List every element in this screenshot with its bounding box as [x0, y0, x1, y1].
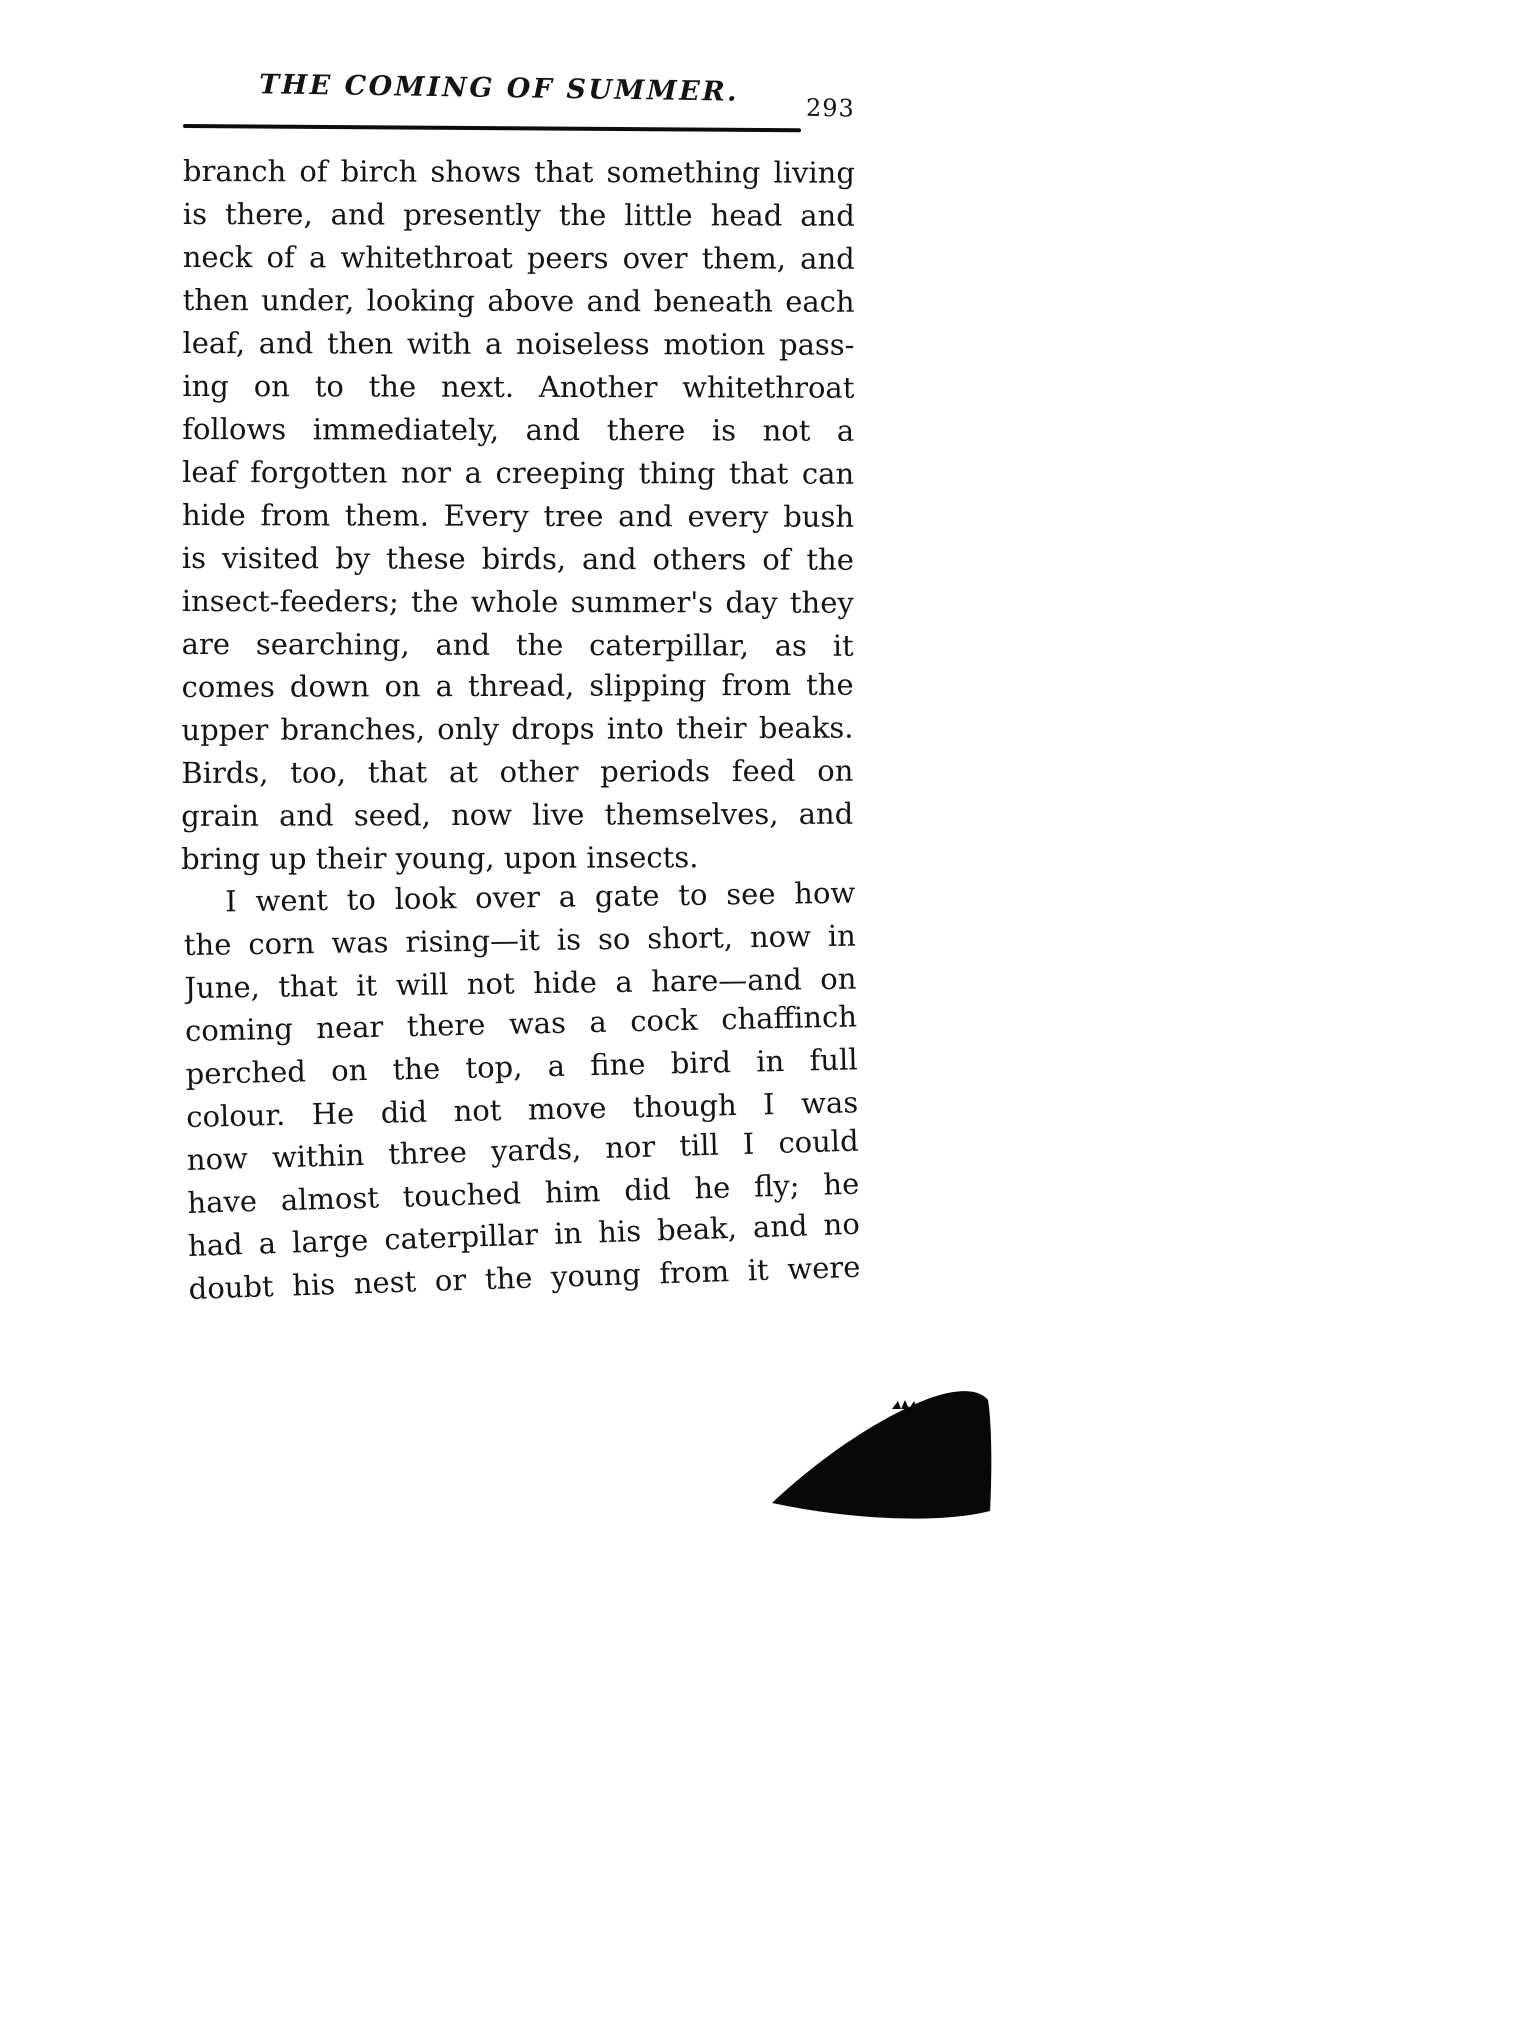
scan-ink-blot — [772, 1383, 994, 1525]
book-page — [181, 68, 861, 1311]
text-line: insect-feeders; the whole summer's day they — [181, 583, 854, 620]
text-line: follows immediately, and there is not a — [182, 411, 855, 448]
text-line: now within three yards, nor till I could — [186, 1123, 860, 1177]
text-line: then under, looking above and beneath each — [182, 282, 855, 319]
text-line: Birds, too, that at other periods feed on — [181, 753, 854, 790]
text-line: upper branches, only drops into their beaks. — [181, 710, 854, 747]
text-line: June, that it will not hide a hare—and on — [184, 961, 857, 1005]
text-line: have almost touched him did he fly; he — [186, 1166, 860, 1220]
text-line: grain and seed, now live themselves, and — [181, 796, 854, 833]
text-line: ing on to the next. Another whitethroat — [182, 368, 855, 405]
page-number: 293 — [805, 93, 856, 123]
text-line: had a large caterpillar in his beak, and no — [187, 1206, 861, 1263]
text-line: hide from them. Every tree and every bush — [181, 497, 855, 534]
body-text — [181, 150, 861, 1311]
text-line: I went to look over a gate to see how — [225, 875, 856, 919]
text-line: are searching, and the caterpillar, as it — [181, 626, 854, 663]
running-title: THE COMING OF SUMMER. — [258, 69, 740, 108]
text-line: is there, and presently the little head and — [182, 196, 855, 233]
text-line: bring up their young, upon insects. — [181, 840, 699, 876]
text-line: leaf, and then with a noiseless motion pass- — [182, 325, 855, 362]
text-line: perched on the top, a fine bird in full — [185, 1042, 858, 1091]
header-divider-rule — [183, 124, 801, 132]
paragraph-1 — [181, 150, 855, 883]
text-line: coming near there was a cock chaffinch — [184, 999, 858, 1048]
text-line: branch of birch shows that something living — [182, 153, 855, 190]
text-line: neck of a whitethroat peers over them, and — [182, 239, 855, 276]
text-line: doubt his nest or the young from it were — [188, 1249, 861, 1306]
paragraph-2 — [183, 872, 861, 1311]
text-line: the corn was rising—it is so short, now in — [183, 918, 857, 962]
text-line: colour. He did not move though I was — [185, 1085, 859, 1134]
page-header — [183, 68, 856, 127]
text-line: is visited by these birds, and others of the — [181, 540, 854, 577]
text-line: leaf forgotten nor a creeping thing that can — [182, 454, 855, 491]
text-line: comes down on a thread, slipping from the — [181, 667, 854, 704]
